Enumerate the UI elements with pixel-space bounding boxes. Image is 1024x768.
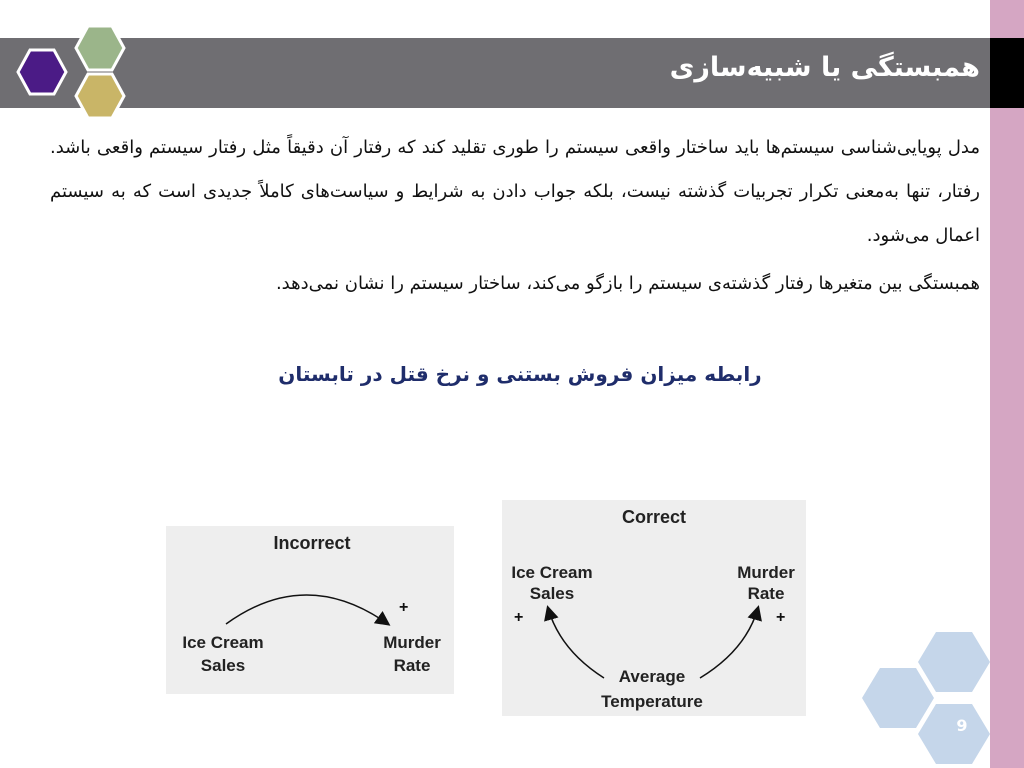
hex-gold [76,74,124,118]
correct-heading: Correct [621,507,687,527]
diagram-incorrect [166,526,454,694]
hex-green [76,26,124,70]
incorrect-heading: Incorrect [273,533,351,553]
diagram-subtitle: رابطه میزان فروش بستنی و نرخ قتل در تابستان [278,362,762,386]
correct-node-c-line1: Average [618,667,686,686]
correct-link-left-arrow [548,608,604,678]
incorrect-link-arrow [226,595,388,624]
correct-node-a-line2: Sales [529,584,575,603]
correct-node-c-line2: Temperature [601,692,703,711]
correct-node-a-line1: Ice Cream [511,563,593,582]
correct-polarity-right: + [776,609,786,626]
paragraph-1: مدل پویایی‌شناسی سیستم‌ها باید ساختار واقعی سیستم را طوری تقلید کند که رفتار آن دقیقاً مثل رفتار سیستم واقعی باشد. رفتار، تنها به‌معنی تکرار تجربیات گذشته نیست، بلکه جواب دادن به شرایط و سیاست‌های کاملاً جدیدی است که به سیستم اعمال می‌شود. [50,137,980,246]
correct-polarity-left: + [514,609,524,626]
right-accent-strip [990,0,1024,768]
incorrect-node-b-line2: Rate [393,656,431,675]
incorrect-node-a-line1: Ice Cream [182,633,264,652]
correct-node-b-line1: Murder [737,563,795,582]
hex-purple [18,50,66,94]
slide-title: همبستگی یا شبیه‌سازی [669,52,980,83]
title-bar-end [990,38,1024,108]
correct-link-right-arrow [700,608,758,678]
incorrect-polarity: + [399,599,409,616]
incorrect-node-b-line1: Murder [383,633,441,652]
hexagon-logo-icon [8,22,128,122]
page-number: 9 [956,716,968,735]
diagram-correct [502,500,806,716]
correct-node-b-line2: Rate [747,584,785,603]
paragraph-2: همبستگی بین متغیرها رفتار گذشته‌ی سیستم را بازگو می‌کند، ساختار سیستم را نشان نمی‌دهد. [275,273,980,294]
decorative-hexagons-icon [856,628,992,768]
incorrect-node-a-line2: Sales [200,656,246,675]
